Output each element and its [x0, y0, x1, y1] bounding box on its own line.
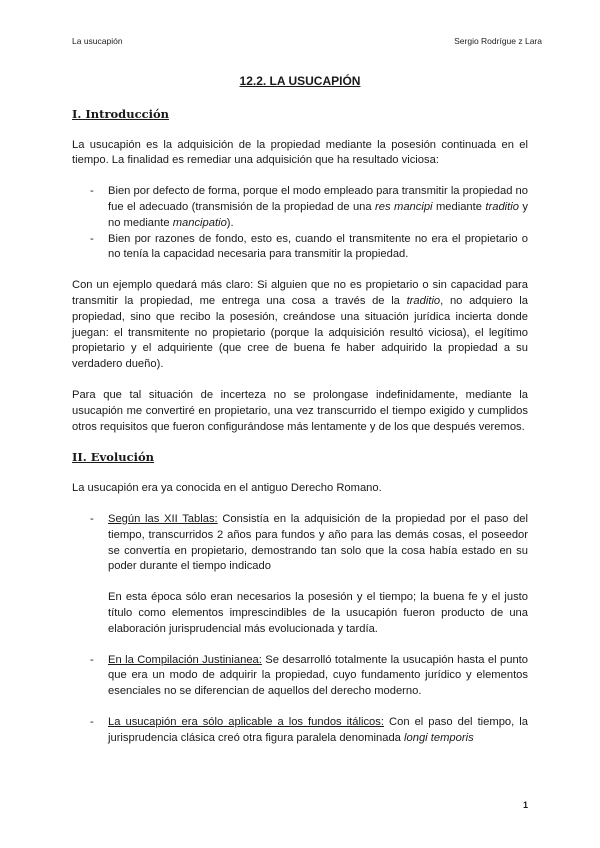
header-right: Sergio Rodrígue z Lara [454, 36, 542, 46]
paragraph: La usucapión es la adquisición de la propiedad mediante la posesión continuada en el tiempo. La finalidad es remediar una adquisición que ha resultado viciosa: [72, 138, 528, 167]
item-label: En la Compilación Justinianea: [108, 653, 262, 666]
section-heading-introduccion: I. Introducción [72, 106, 169, 121]
list-item: - La usucapión era sólo aplicable a los fundos itálicos: Con el paso del tiempo, la jurisprudencia clásica creó otra figura paralela denominada longi temporis [90, 715, 528, 744]
bullet-list [72, 512, 528, 747]
item-label: Según las XII Tablas: [108, 512, 218, 525]
sub-paragraph: En esta época sólo eran necesarios la posesión y el tiempo; la buena fe y el justo título como elementos imprescindibles de la usucapión fueron producto de una elaboración jurisprudencial más evolucionada y tardía. [108, 591, 528, 635]
list-item: - En la Compilación Justinianea: Se desarrolló totalmente la usucapión hasta el punto que era un modo de adquirir la propiedad, cuyo fundamento jurídico y elementos esenciales no se diferencian de aquellos del derecho moderno. [90, 653, 528, 698]
bullet-list [72, 184, 528, 263]
dash-marker: - [90, 232, 94, 245]
dash-marker: - [90, 185, 94, 198]
dash-marker: - [90, 715, 94, 728]
dash-marker: - [90, 512, 94, 525]
list-item: - Según las XII Tablas: Consistía en la adquisición de la propiedad por el paso del tiempo, transcurridos 2 años para fundos y año para las demás cosas, el poseedor se convertía en propietario, demostrando tan solo que la cosa había estado en su poder durante el tiempo indicado En esta época sólo eran necesarios la posesión y el tiempo; la buena fe y el justo título como elementos imprescindibles de la usucapión fueron producto de una elaboración jurisprudencial más evolucionada y tardía. [72, 512, 528, 638]
dash-marker: - [90, 653, 94, 666]
paragraph: Para que tal situación de incerteza no se prolongase indefinidamente, mediante la usucapión me convertiré en propietario, una vez transcurrido el tiempo exigido y cumplidos otros requisitos que fueron configurándose más lentamente y de los que después veremos. [72, 388, 528, 433]
page-title: 12.2. LA USUCAPIÓN [239, 74, 361, 88]
header-left: La usucapión [72, 36, 123, 46]
paragraph: Con un ejemplo quedará más claro: Si alguien que no es propietario o sin capacidad para transmitir la propiedad, me entrega una cosa a través de la traditio, no adquiero la propiedad, sino que recibo la posesión, creándose una situación jurídica incierta donde juegan: el transmitente no propietario (porque la adquisición resultó viciosa), el legítimo propietario y el adquiriente (que cree de buena fe haber adquirido la propiedad a su verdadero dueño). [72, 279, 528, 371]
page-number: 1 [522, 800, 528, 810]
item-label: La usucapión era sólo aplicable a los fundos itálicos: [108, 715, 384, 728]
list-item: - Bien por defecto de forma, porque el modo empleado para transmitir la propiedad no fue el adecuado (transmisión de la propiedad de una res mancipi mediante traditio y no mediante mancipatio). [90, 185, 528, 229]
list-item: - Bien por razones de fondo, esto es, cuando el transmitente no era el propietario o no tenía la capacidad necesaria para transmitir la propiedad. [90, 232, 528, 261]
section-heading-evolucion: II. Evolución [72, 450, 155, 465]
paragraph: La usucapión era ya conocida en el antiguo Derecho Romano. [72, 482, 382, 495]
document-body [72, 60, 528, 762]
